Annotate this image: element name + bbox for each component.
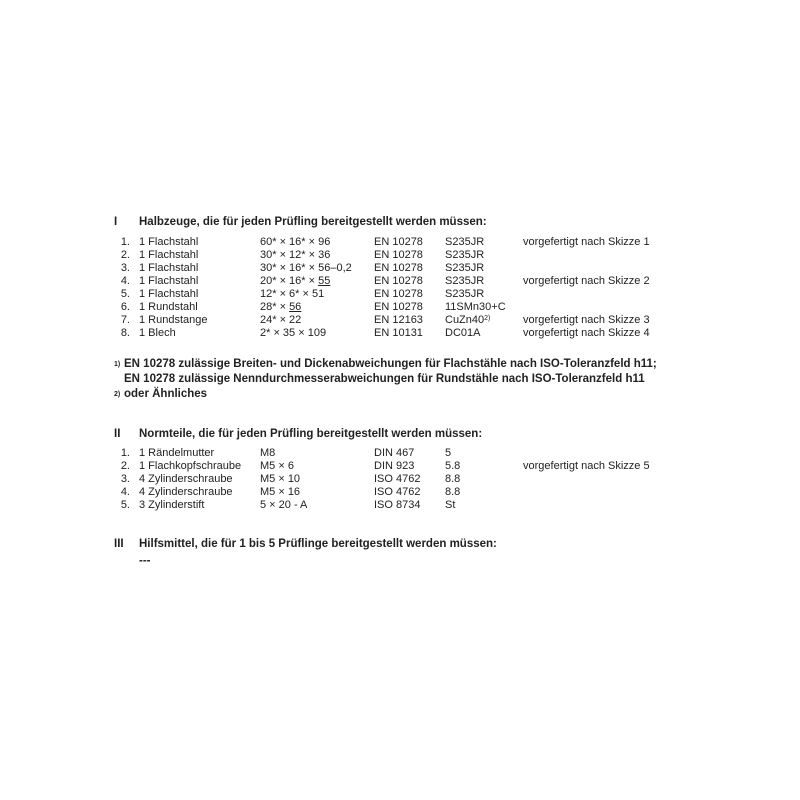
row-dimension — [260, 301, 301, 314]
row-name: 1 Rändelmutter — [139, 447, 215, 459]
row-note: vorgefertigt nach Skizze 3 — [523, 314, 650, 326]
row-norm: ISO 4762 — [374, 486, 421, 498]
row-material: 8.8 — [445, 473, 461, 485]
row-dimension: M5 × 16 — [260, 486, 301, 498]
row-name: 1 Rundstange — [139, 314, 208, 326]
row-name: 4 Zylinderschraube — [139, 473, 233, 485]
row-norm: EN 12163 — [374, 314, 423, 326]
row-name: 1 Flachstahl — [139, 236, 199, 248]
row-name: 3 Zylinderstift — [139, 499, 205, 511]
row-material: S235JR — [445, 249, 485, 261]
row-number: 1. — [120, 447, 130, 459]
row-material: 5.8 — [445, 460, 461, 472]
row-name: 4 Zylinderschraube — [139, 486, 233, 498]
row-norm: EN 10131 — [374, 327, 423, 339]
row-dimension: 12* × 6* × 51 — [260, 288, 325, 300]
row-material: 11SMn30+C — [445, 301, 506, 313]
row-dimension: M5 × 10 — [260, 473, 301, 485]
section-roman: III — [114, 538, 124, 550]
section-title: Hilfsmittel, die für 1 bis 5 Prüflinge bereitgestellt werden müssen: — [139, 538, 497, 550]
footnote-ref: 2) — [484, 315, 491, 322]
footnote-1 — [114, 357, 657, 372]
row-material: 5 — [445, 447, 452, 459]
row-note: vorgefertigt nach Skizze 2 — [523, 275, 650, 287]
row-number: 4. — [120, 275, 130, 287]
empty-placeholder: --- — [139, 555, 151, 567]
footnote-text: EN 10278 zulässige Breiten- und Dickenabweichungen für Flachstähle nach ISO-Toleranzfeld h11; — [124, 358, 657, 370]
row-dimension — [260, 275, 330, 288]
row-number: 4. — [120, 486, 130, 498]
section-title: Halbzeuge, die für jeden Prüfling bereitgestellt werden müssen: — [139, 216, 487, 228]
row-note: vorgefertigt nach Skizze 5 — [523, 460, 650, 472]
row-number: 3. — [120, 473, 130, 485]
row-number: 6. — [120, 301, 130, 313]
row-number: 8. — [120, 327, 130, 339]
row-number: 5. — [120, 499, 130, 511]
row-note: vorgefertigt nach Skizze 1 — [523, 236, 650, 248]
section-title: Normteile, die für jeden Prüfling bereitgestellt werden müssen: — [139, 428, 483, 440]
row-dimension: 5 × 20 - A — [260, 499, 308, 511]
row-norm: EN 10278 — [374, 249, 423, 261]
section-roman: II — [114, 428, 121, 440]
row-name: 1 Flachstahl — [139, 249, 199, 261]
footnotes — [114, 357, 657, 402]
row-norm: ISO 8734 — [374, 499, 421, 511]
footnote-marker: 1) — [114, 361, 121, 368]
row-material: 8.8 — [445, 486, 461, 498]
row-dimension: M5 × 6 — [260, 460, 294, 472]
row-norm: EN 10278 — [374, 236, 423, 248]
row-dimension: M8 — [260, 447, 276, 459]
row-number: 2. — [120, 460, 130, 472]
row-name: 1 Flachstahl — [139, 262, 199, 274]
row-dimension: 2* × 35 × 109 — [260, 327, 327, 339]
row-material: S235JR — [445, 288, 485, 300]
row-name: 1 Flachstahl — [139, 288, 199, 300]
footnote-marker: 2) — [114, 391, 121, 398]
row-number: 7. — [120, 314, 130, 326]
row-norm: DIN 923 — [374, 460, 415, 472]
material-text: CuZn40 — [445, 314, 485, 326]
row-norm: EN 10278 — [374, 288, 423, 300]
row-number: 2. — [120, 249, 130, 261]
row-number: 5. — [120, 288, 130, 300]
dimension-text: 28* × — [260, 301, 290, 313]
row-norm: EN 10278 — [374, 262, 423, 274]
footnote-1-continued: EN 10278 zulässige Nenndurchmesserabweichungen für Rundstähle nach ISO-Toleranzfeld h11 — [124, 373, 645, 385]
row-norm: EN 10278 — [374, 301, 423, 313]
row-norm: ISO 4762 — [374, 473, 421, 485]
row-name: 1 Flachstahl — [139, 275, 199, 287]
dimension-underlined: 56 — [289, 301, 302, 313]
row-dimension: 60* × 16* × 96 — [260, 236, 331, 248]
row-name: 1 Blech — [139, 327, 176, 339]
row-material: S235JR — [445, 262, 485, 274]
row-dimension: 30* × 16* × 56–0,2 — [260, 262, 352, 274]
section-roman: I — [114, 216, 118, 228]
row-number: 1. — [120, 236, 130, 248]
footnote-2 — [114, 387, 657, 402]
row-name: 1 Flachkopfschraube — [139, 460, 242, 472]
row-norm: DIN 467 — [374, 447, 415, 459]
row-dimension: 24* × 22 — [260, 314, 302, 326]
row-dimension: 30* × 12* × 36 — [260, 249, 331, 261]
row-material — [445, 314, 490, 327]
row-number: 3. — [120, 262, 130, 274]
footnote-text: oder Ähnliches — [124, 388, 208, 400]
row-material: DC01A — [445, 327, 481, 339]
row-norm: EN 10278 — [374, 275, 423, 287]
dimension-text: 20* × 16* × — [260, 275, 319, 287]
row-note: vorgefertigt nach Skizze 4 — [523, 327, 650, 339]
dimension-underlined: 55 — [318, 275, 331, 287]
row-material: S235JR — [445, 236, 485, 248]
row-name: 1 Rundstahl — [139, 301, 198, 313]
row-material: St — [445, 499, 456, 511]
row-material: S235JR — [445, 275, 485, 287]
